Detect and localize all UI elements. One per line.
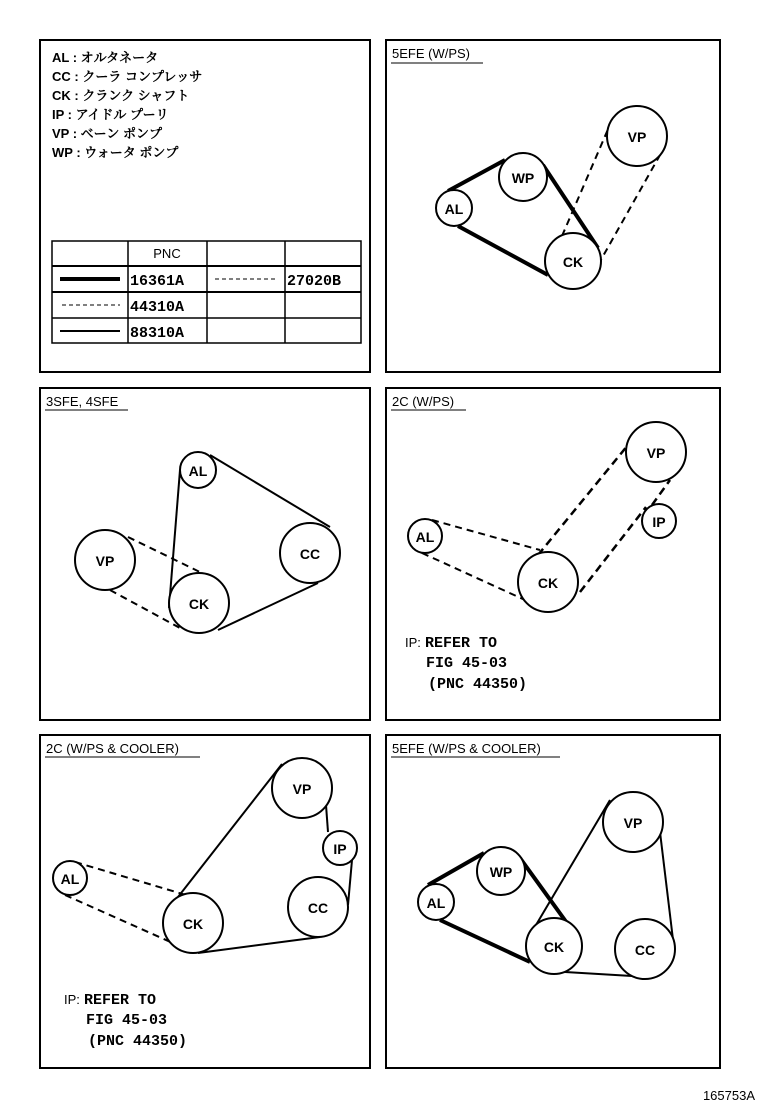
svg-text:FIG 45-03: FIG 45-03 bbox=[426, 655, 508, 672]
pulley-ck bbox=[526, 918, 582, 974]
panel-title: 5EFE (W/PS & COOLER) bbox=[392, 741, 541, 756]
pulley-cc bbox=[615, 919, 675, 979]
abbreviation-list bbox=[52, 50, 202, 160]
figure-number: 165753A bbox=[702, 1088, 755, 1103]
svg-text:IP:: IP: bbox=[405, 635, 421, 650]
pulley-ip bbox=[323, 831, 357, 865]
svg-text:AL: AL bbox=[426, 895, 446, 911]
idler-pulley-note bbox=[405, 635, 527, 693]
svg-text:CK: CK bbox=[543, 939, 565, 955]
svg-text:IP: IP bbox=[652, 514, 666, 530]
pulley-vp bbox=[607, 106, 667, 166]
pulley-ck bbox=[545, 233, 601, 289]
svg-text:VP: VP bbox=[95, 553, 115, 569]
pnc-header: PNC bbox=[153, 246, 181, 261]
pulley-ck bbox=[518, 552, 578, 612]
svg-text:CC: CC bbox=[299, 546, 321, 562]
svg-text:AL: AL bbox=[415, 529, 435, 545]
pulley-vp bbox=[626, 422, 686, 482]
svg-text:IP: IP bbox=[333, 841, 347, 857]
pulley-al bbox=[436, 190, 472, 226]
pnc-table bbox=[52, 241, 361, 343]
svg-text:VP: VP bbox=[646, 445, 666, 461]
abbr-vp: VP : ベーン ポンプ bbox=[52, 126, 163, 141]
svg-text:CC: CC bbox=[634, 942, 656, 958]
svg-text:AL: AL bbox=[188, 463, 208, 479]
pulley-cc bbox=[288, 877, 348, 937]
panel-title: 2C (W/PS) bbox=[392, 394, 455, 409]
pulley-cc bbox=[280, 523, 340, 583]
abbr-cc: CC : クーラ コンプレッサ bbox=[52, 69, 203, 84]
pulley-al bbox=[180, 452, 216, 488]
svg-text:(PNC 44350): (PNC 44350) bbox=[88, 1033, 188, 1050]
pulley-wp bbox=[477, 847, 525, 895]
abbr-al: AL : オルタネータ bbox=[52, 50, 159, 65]
pulley-vp bbox=[603, 792, 663, 852]
svg-text:WP: WP bbox=[511, 170, 535, 186]
svg-text:VP: VP bbox=[292, 781, 312, 797]
panel-title: 2C (W/PS & COOLER) bbox=[46, 741, 179, 756]
pulley-ck bbox=[163, 893, 223, 953]
svg-text:VP: VP bbox=[623, 815, 643, 831]
abbr-ck: CK : クランク シャフト bbox=[52, 88, 190, 103]
pulley-vp bbox=[272, 758, 332, 818]
svg-text:CK: CK bbox=[562, 254, 584, 270]
svg-text:CK: CK bbox=[182, 916, 204, 932]
idler-pulley-note bbox=[64, 992, 187, 1050]
svg-text:IP:: IP: bbox=[64, 992, 80, 1007]
pnc-27020b: 27020B bbox=[287, 273, 342, 290]
svg-text:FIG 45-03: FIG 45-03 bbox=[86, 1012, 168, 1029]
pulley-ck bbox=[169, 573, 229, 633]
abbr-ip: IP : アイドル プーリ bbox=[52, 107, 169, 122]
svg-text:AL: AL bbox=[60, 871, 80, 887]
abbr-wp: WP : ウォータ ポンプ bbox=[52, 145, 179, 160]
pnc-88310a: 88310A bbox=[130, 325, 185, 342]
svg-text:CK: CK bbox=[537, 575, 559, 591]
pulley-wp bbox=[499, 153, 547, 201]
pulley-al bbox=[53, 861, 87, 895]
svg-text:WP: WP bbox=[489, 864, 513, 880]
svg-text:AL: AL bbox=[444, 201, 464, 217]
svg-text:CK: CK bbox=[188, 596, 210, 612]
svg-text:(PNC 44350): (PNC 44350) bbox=[428, 676, 528, 693]
pnc-16361a: 16361A bbox=[130, 273, 185, 290]
panel-title: 5EFE (W/PS) bbox=[392, 46, 471, 61]
pnc-44310a: 44310A bbox=[130, 299, 185, 316]
svg-text:REFER TO: REFER TO bbox=[84, 992, 157, 1009]
pulley-vp bbox=[75, 530, 135, 590]
svg-text:VP: VP bbox=[627, 129, 647, 145]
svg-text:CC: CC bbox=[307, 900, 329, 916]
svg-text:REFER TO: REFER TO bbox=[425, 635, 498, 652]
panel-title: 3SFE, 4SFE bbox=[46, 394, 119, 409]
pulley-ip bbox=[642, 504, 676, 538]
pulley-al bbox=[408, 519, 442, 553]
pulley-al bbox=[418, 884, 454, 920]
